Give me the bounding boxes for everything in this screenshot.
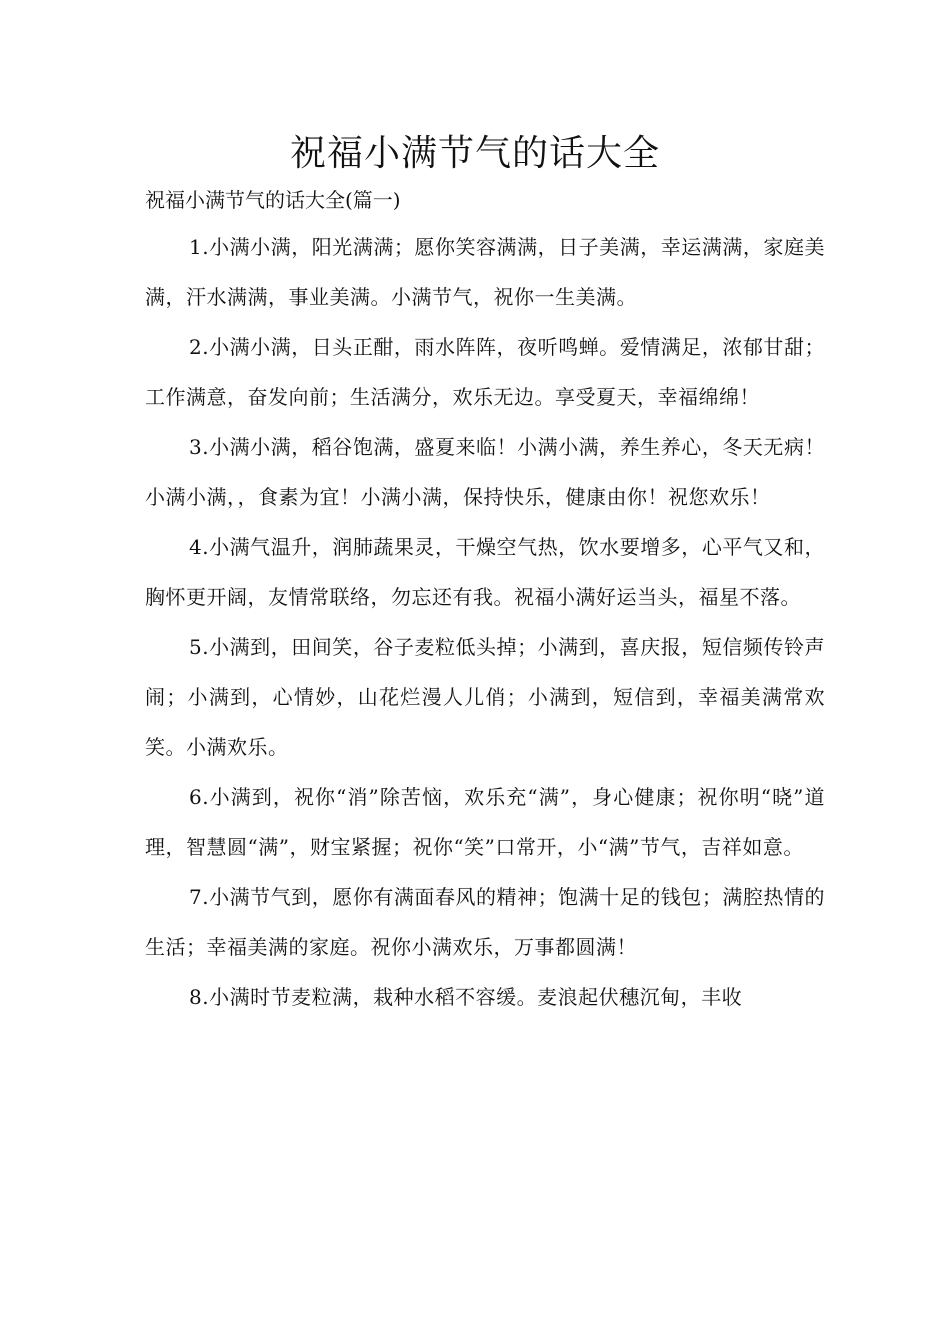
paragraph-8: 8.小满时节麦粒满，栽种水稻不容缓。麦浪起伏穗沉甸，丰收 xyxy=(189,985,743,1009)
paragraph-5: 5.小满到，田间笑，谷子麦粒低头掉；小满到，喜庆报，短信频传铃声闹；小满到，心情妙，山花烂漫人儿俏；小满到，短信到，幸福美满常欢笑。小满欢乐。 xyxy=(145,635,825,759)
document-body xyxy=(145,222,825,1022)
section-heading: 祝福小满节气的话大全(篇一) xyxy=(145,188,401,212)
paragraph-7: 7.小满节气到，愿你有满面春风的精神；饱满十足的钱包；满腔热情的生活；幸福美满的家庭。祝你小满欢乐，万事都圆满！ xyxy=(145,885,825,959)
paragraph-4: 4.小满气温升，润肺蔬果灵，干燥空气热，饮水要增多，心平气又和，胸怀更开阔，友情常联络，勿忘还有我。祝福小满好运当头，福星不落。 xyxy=(145,535,825,609)
document-title: 祝福小满节气的话大全 xyxy=(289,133,660,174)
paragraph-3: 3.小满小满，稻谷饱满，盛夏来临！小满小满，养生养心，冬天无病！小满小满，，食素为宜！小满小满，保持快乐，健康由你！祝您欢乐！ xyxy=(145,435,825,509)
paragraph-2: 2.小满小满，日头正酣，雨水阵阵，夜听鸣蝉。爱情满足，浓郁甘甜；工作满意，奋发向前；生活满分，欢乐无边。享受夏天，幸福绵绵！ xyxy=(145,335,825,409)
paragraph-1: 1.小满小满，阳光满满；愿你笑容满满，日子美满，幸运满满，家庭美满，汗水满满，事业美满。小满节气，祝你一生美满。 xyxy=(145,235,825,309)
paragraph-6: 6.小满到，祝你“消”除苦恼，欢乐充“满”，身心健康；祝你明“晓”道理，智慧圆“满”，财宝紧握；祝你“笑”口常开，小“满”节气，吉祥如意。 xyxy=(145,785,825,859)
